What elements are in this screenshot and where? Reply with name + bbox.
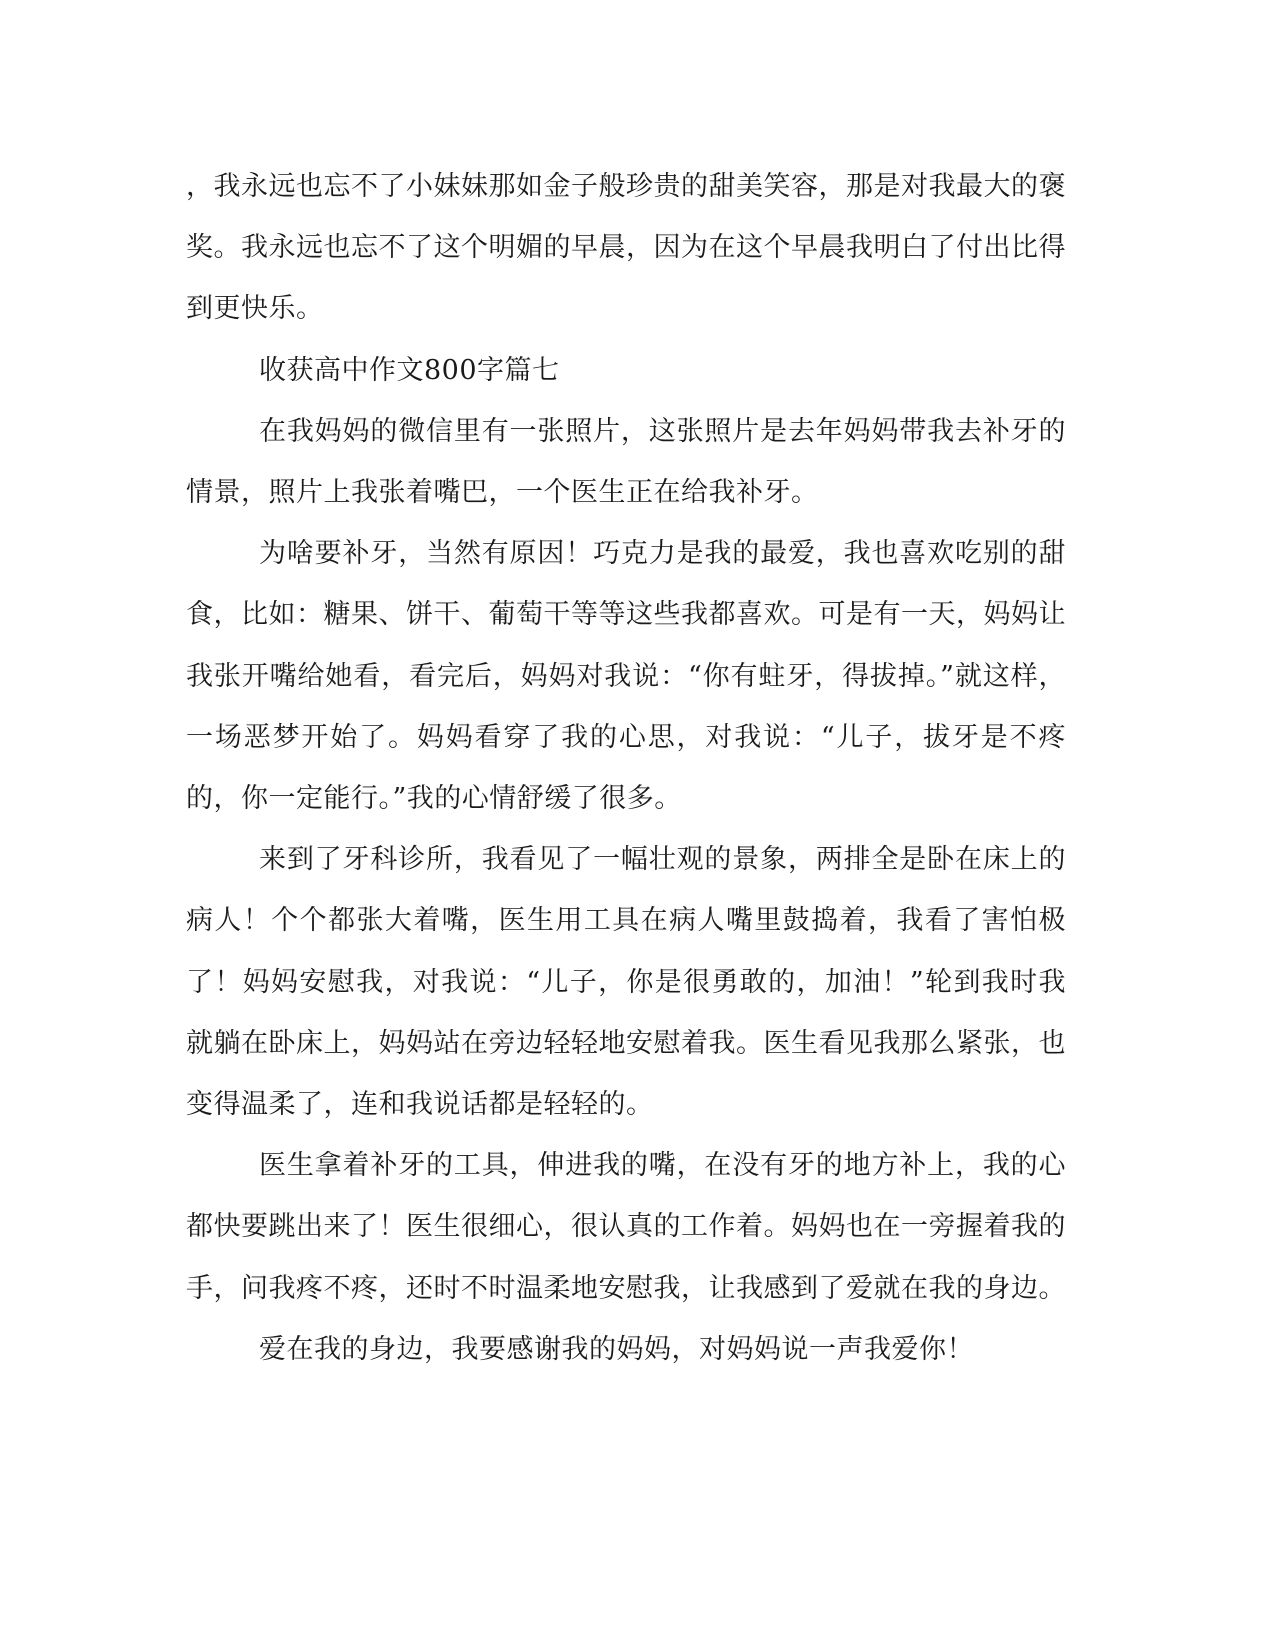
- paragraph: 爱在我的身边，我要感谢我的妈妈，对妈妈说一声我爱你！: [259, 1333, 974, 1365]
- paragraph: 为啥要补牙，当然有原因！巧克力是我的最爱，我也喜欢吃别的甜食，比如：糖果、饼干、葡萄干等等这些我都喜欢。可是有一天，妈妈让我张开嘴给她看，看完后，妈妈对我说：“你有蛀牙，得拔掉。”就这样，一场恶梦开始了。妈妈看穿了我的心思，对我说：“儿子，拔牙是不疼的，你一定能行。”我的心情舒缓了很多。: [186, 538, 1066, 815]
- paragraph: 来到了牙科诊所，我看见了一幅壮观的景象，两排全是卧在床上的病人！个个都张大着嘴，医生用工具在病人嘴里鼓捣着，我看了害怕极了！妈妈安慰我，对我说：“儿子，你是很勇敢的，加油！”轮到我时我就躺在卧床上，妈妈站在旁边轻轻地安慰着我。医生看见我那么紧张，也变得温柔了，连和我说话都是轻轻的。: [186, 844, 1066, 1121]
- section-heading: 收获高中作文800字篇七: [259, 354, 560, 386]
- paragraph-continuation: ，我永远也忘不了小妹妹那如金子般珍贵的甜美笑容，那是对我最大的褒奖。我永远也忘不了这个明媚的早晨，因为在这个早晨我明白了付出比得到更快乐。: [186, 171, 1066, 325]
- essay-body: [186, 156, 1066, 1380]
- paragraph: 在我妈妈的微信里有一张照片，这张照片是去年妈妈带我去补牙的情景，照片上我张着嘴巴，一个医生正在给我补牙。: [186, 415, 1066, 509]
- paragraph: 医生拿着补牙的工具，伸进我的嘴，在没有牙的地方补上，我的心都快要跳出来了！医生很细心，很认真的工作着。妈妈也在一旁握着我的手，问我疼不疼，还时不时温柔地安慰我，让我感到了爱就在我的身边。: [186, 1150, 1066, 1304]
